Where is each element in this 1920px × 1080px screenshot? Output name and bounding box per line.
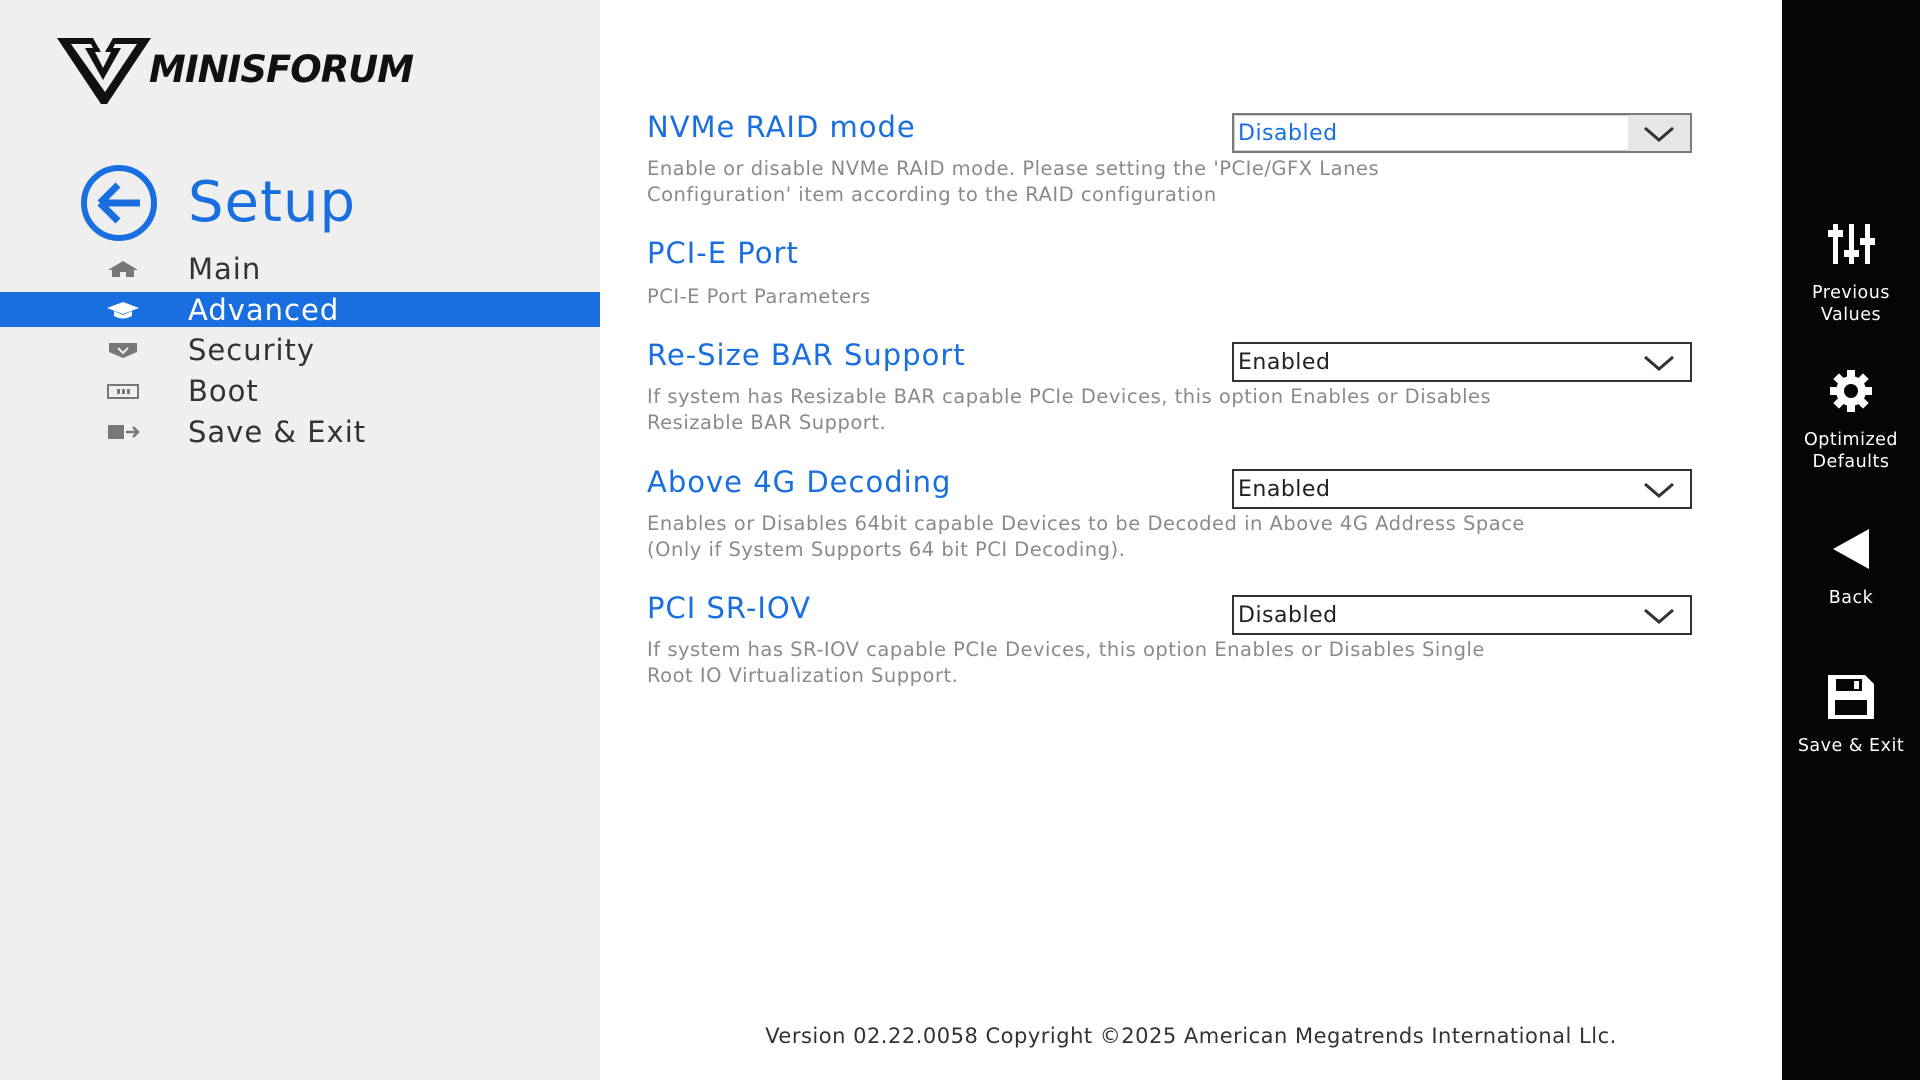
action-label: Save & Exit (1797, 736, 1905, 756)
setting-title: Re-Size BAR Support (647, 338, 966, 372)
select-value: Disabled (1238, 120, 1338, 146)
sidebar (0, 0, 600, 1080)
optimized-defaults-button[interactable] (1782, 367, 1920, 473)
home-icon (106, 258, 140, 280)
save-exit-button[interactable] (1782, 673, 1920, 757)
sidebar-item-label: Boot (188, 374, 259, 408)
chevron-down-icon (1642, 605, 1676, 627)
nvme-raid-mode-select[interactable] (1232, 113, 1692, 153)
setting-title: PCI-E Port (647, 236, 799, 270)
sidebar-item-label: Security (188, 333, 316, 367)
previous-values-button[interactable] (1782, 220, 1920, 326)
back-button[interactable] (1782, 525, 1920, 609)
sidebar-item-advanced[interactable] (0, 292, 600, 327)
back-triangle-icon (1825, 525, 1877, 573)
setting-title: NVMe RAID mode (647, 110, 916, 144)
sliders-icon (1825, 220, 1877, 268)
setting-description: If system has Resizable BAR capable PCIe Devices, this option Enables or Disables Resizable BAR Support. (647, 385, 1492, 434)
back-arrow-circle-icon[interactable] (80, 164, 158, 242)
select-value: Enabled (1238, 349, 1331, 375)
settings-panel (600, 0, 1782, 1080)
chevron-down-icon (1642, 352, 1676, 374)
brand-logo (55, 32, 455, 107)
setting-description: If system has SR-IOV capable PCIe Devices, this option Enables or Disables Single Root IO Virtualization Support. (647, 638, 1485, 687)
sidebar-item-boot[interactable] (0, 373, 600, 409)
select-value: Enabled (1238, 476, 1331, 502)
sidebar-item-security[interactable] (0, 332, 600, 368)
sidebar-item-label: Save & Exit (188, 415, 367, 449)
exit-icon (106, 421, 140, 443)
sidebar-item-label: Advanced (188, 292, 340, 327)
action-bar (1782, 0, 1920, 1080)
page-title: Setup (188, 170, 356, 235)
shield-icon (106, 339, 140, 361)
chevron-down-icon (1642, 479, 1676, 501)
setting-description: Enables or Disables 64bit capable Devices to be Decoded in Above 4G Address Space (Only if System Supports 64 bit PCI Decoding). (647, 512, 1525, 561)
sidebar-item-main[interactable] (0, 251, 600, 287)
sidebar-item-save-exit[interactable] (0, 414, 600, 450)
setting-title: Above 4G Decoding (647, 465, 952, 499)
above-4g-decoding-select[interactable] (1232, 469, 1692, 509)
brand-logo-text: MINISFORUM (149, 48, 414, 91)
setting-description: Enable or disable NVMe RAID mode. Please setting the 'PCIe/GFX Lanes Configuration' item according to the RAID configuration (647, 157, 1380, 206)
action-label: Previous Values (1812, 283, 1890, 325)
version-copyright: Version 02.22.0058 Copyright ©2025 American Megatrends International Llc. (765, 1024, 1617, 1048)
setting-title: PCI SR-IOV (647, 591, 812, 625)
floppy-disk-icon (1825, 673, 1877, 721)
minisforum-logo-icon (55, 34, 155, 106)
setup-header (80, 165, 356, 240)
select-value: Disabled (1238, 602, 1338, 628)
action-label: Back (1828, 588, 1874, 608)
setting-pci-e-port[interactable] (647, 236, 1697, 310)
pci-sr-iov-select[interactable] (1232, 595, 1692, 635)
setting-description: PCI-E Port Parameters (647, 285, 871, 308)
graduation-cap-icon (106, 299, 140, 321)
boot-drive-icon (106, 380, 140, 402)
chevron-down-icon (1642, 123, 1676, 145)
resize-bar-support-select[interactable] (1232, 342, 1692, 382)
action-label: Optimized Defaults (1803, 430, 1899, 472)
gear-icon (1825, 367, 1877, 415)
sidebar-item-label: Main (188, 252, 262, 286)
